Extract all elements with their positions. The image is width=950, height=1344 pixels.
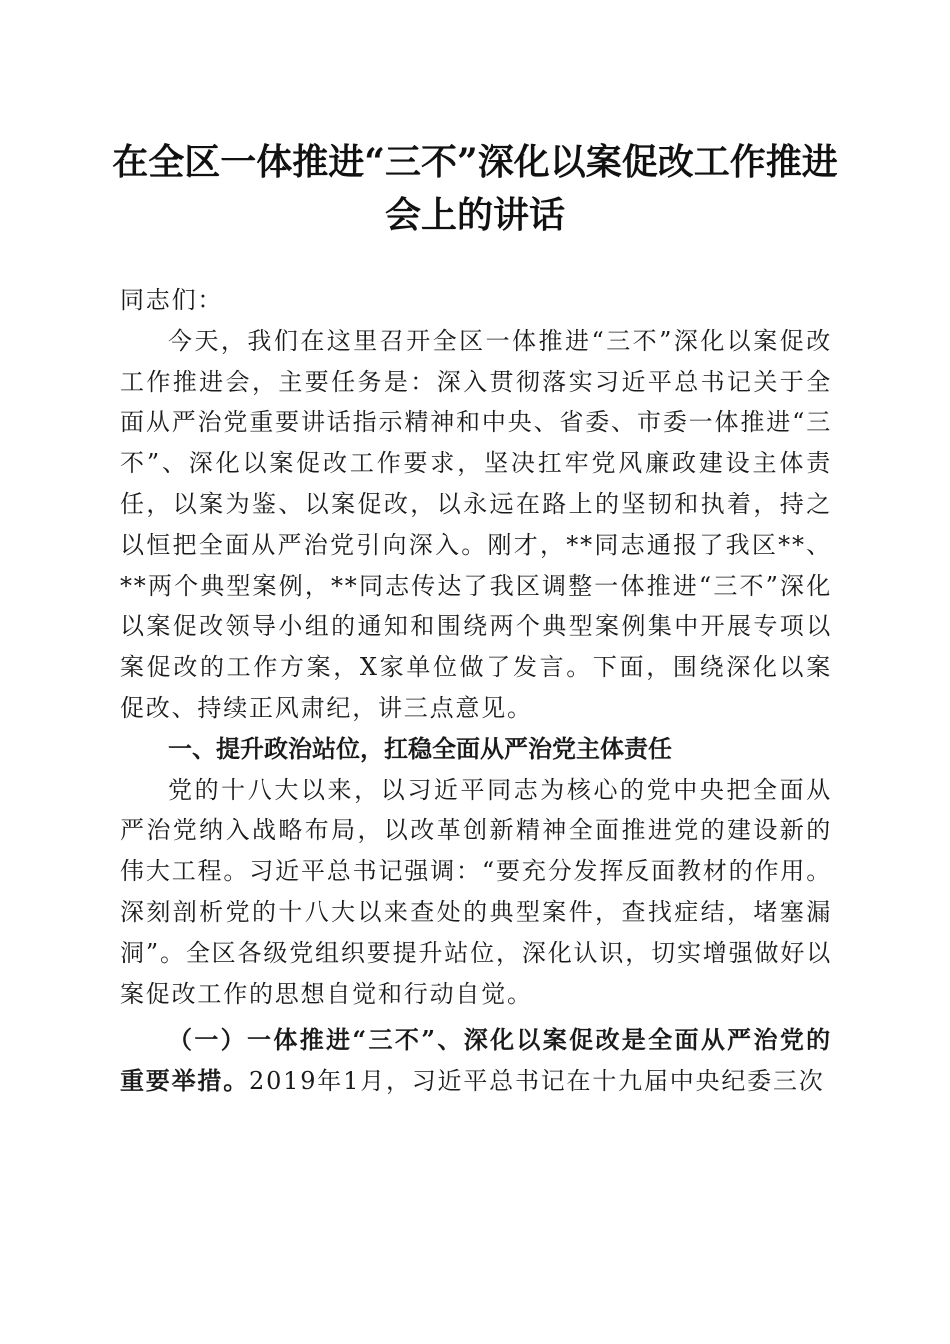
section-1-heading: 一、提升政治站位，扛稳全面从严治党主体责任 xyxy=(168,734,672,763)
subsection-1-text: 2019年1月，习近平总书记在十九届中央纪委三次 xyxy=(249,1067,825,1096)
section-1-paragraph: 党的十八大以来，以习近平同志为核心的党中央把全面从严治党纳入战略布局，以改革创新精神全面推进党的建设新的伟大工程。习近平总书记强调：“要充分发挥反面教材的作用。深刻剖析党的十八大以来查处的典型案件，查找症结，堵塞漏洞”。全区各级党组织要提升站位，深化认识，切实增强做好以案促改工作的思想自觉和行动自觉。 xyxy=(120,775,832,1008)
document-body xyxy=(120,280,832,1102)
intro-paragraph: 今天，我们在这里召开全区一体推进“三不”深化以案促改工作推进会，主要任务是：深入贯彻落实习近平总书记关于全面从严治党重要讲话指示精神和中央、省委、市委一体推进“三不”、深化以案促改工作要求，坚决扛牢党风廉政建设主体责任，以案为鉴、以案促改，以永远在路上的坚韧和执着，持之以恒把全面从严治党引向深入。刚才，**同志通报了我区**、**两个典型案例，**同志传达了我区调整一体推进“三不”深化以案促改领导小组的通知和围绕两个典型案例集中开展专项以案促改的工作方案，X家单位做了发言。下面，围绕深化以案促改、持续正风肃纪，讲三点意见。 xyxy=(120,326,832,722)
subsection-1-lead: （一）一体推进“三不”、深化以案促改是全面从严治党的重要举措。 xyxy=(120,1025,832,1096)
salutation: 同志们： xyxy=(120,286,224,314)
subsection-1-paragraph xyxy=(120,1020,832,1102)
document-title: 在全区一体推进“三不”深化以案促改工作推进会上的讲话 xyxy=(112,141,838,236)
